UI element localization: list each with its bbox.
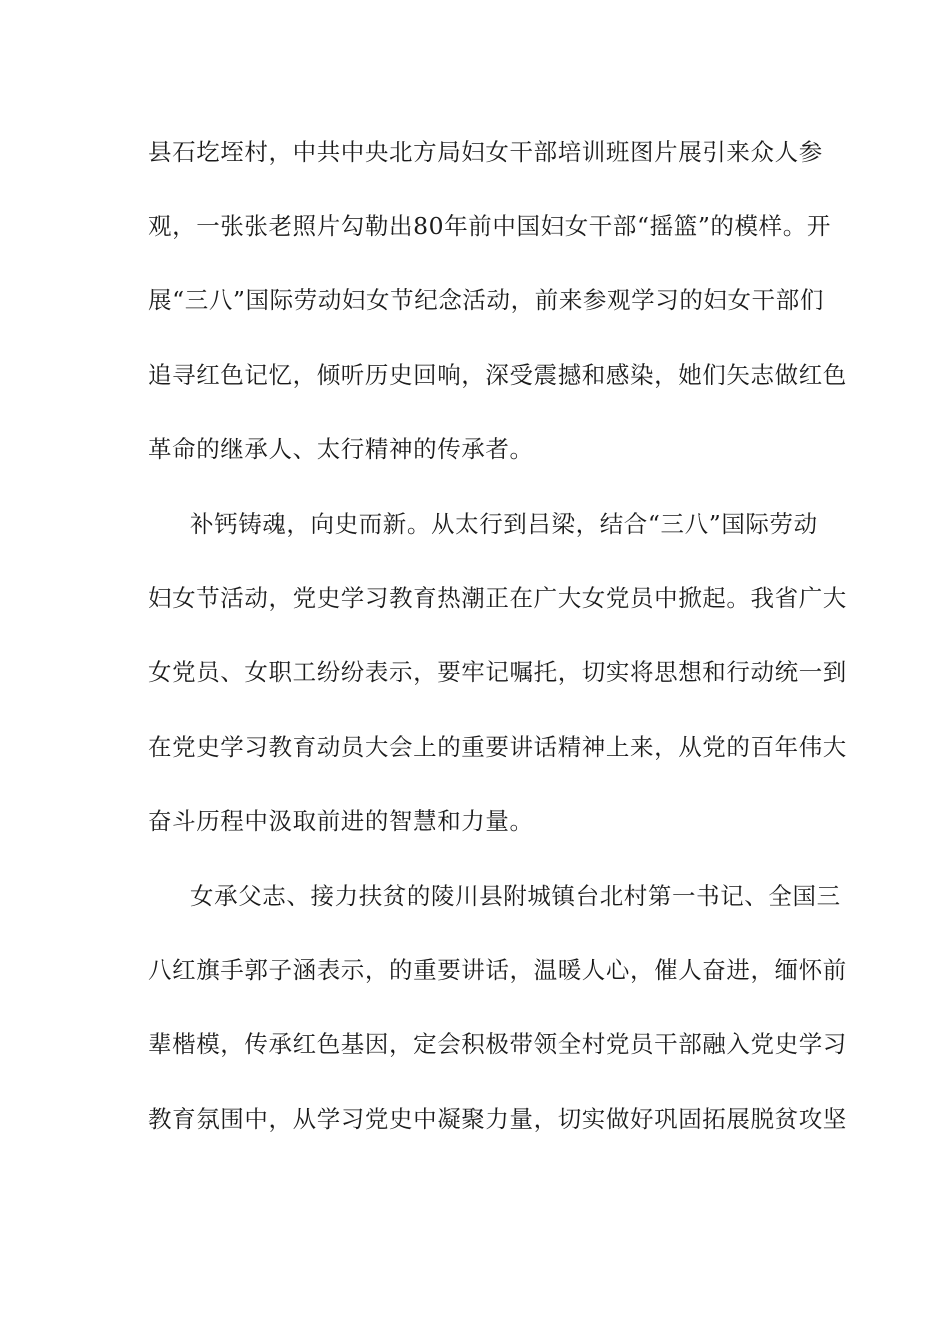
- text-line: 观，一张张老照片勾勒出80年前中国妇女干部“摇篮”的模样。开: [148, 212, 831, 240]
- text-line: 奋斗历程中汲取前进的智慧和力量。: [148, 807, 534, 835]
- text-line: 追寻红色记忆，倾听历史回响，深受震撼和感染，她们矢志做红色: [148, 361, 847, 389]
- paragraph-first-line: 女承父志、接力扶贫的陵川县附城镇台北村第一书记、全国三: [190, 882, 841, 910]
- text-line: 女党员、女职工纷纷表示，要牢记嘱托，切实将思想和行动统一到: [148, 658, 847, 686]
- text-line: 辈楷模，传承红色基因，定会积极带领全村党员干部融入党史学习: [148, 1030, 847, 1058]
- text-line: 妇女节活动，党史学习教育热潮正在广大女党员中掀起。我省广大: [148, 584, 847, 612]
- text-line: 展“三八”国际劳动妇女节纪念活动，前来参观学习的妇女干部们: [148, 286, 824, 314]
- paragraph-first-line: 补钙铸魂，向史而新。从太行到吕梁，结合“三八”国际劳动: [190, 510, 818, 538]
- text-line: 县石圪垤村，中共中央北方局妇女干部培训班图片展引来众人参: [148, 138, 823, 166]
- text-line: 八红旗手郭子涵表示，的重要讲话，温暖人心，催人奋进，缅怀前: [148, 956, 847, 984]
- text-line: 革命的继承人、太行精神的传承者。: [148, 435, 534, 463]
- text-line: 在党史学习教育动员大会上的重要讲话精神上来，从党的百年伟大: [148, 733, 847, 761]
- text-line: 教育氛围中，从学习党史中凝聚力量，切实做好巩固拓展脱贫攻坚: [148, 1105, 847, 1133]
